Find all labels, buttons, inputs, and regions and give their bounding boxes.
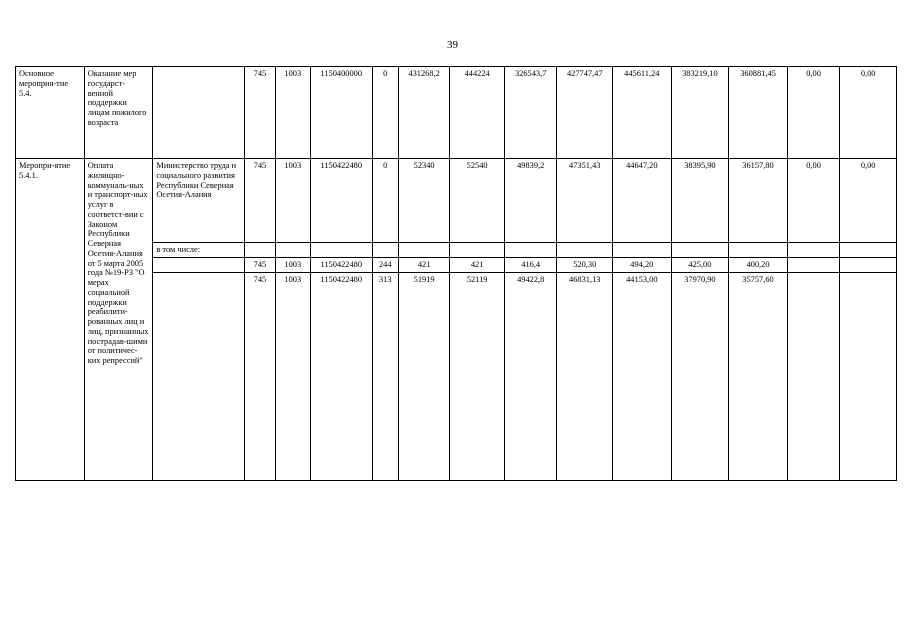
empty-cell: [787, 243, 840, 258]
target-article-code: 1150422480: [310, 272, 372, 480]
target-article-code: 1150422480: [310, 257, 372, 272]
row-label: Основное мероприя-тие 5.4.: [16, 67, 85, 159]
amount-cell: 425,00: [671, 257, 729, 272]
amount-cell: 44647,20: [613, 159, 672, 243]
amount-cell: 36157,80: [729, 159, 788, 243]
empty-cell: [504, 243, 557, 258]
target-article-code: 1150400000: [310, 67, 372, 159]
amount-cell: 38395,90: [671, 159, 729, 243]
amount-cell: 445611,24: [613, 67, 672, 159]
budget-table: [15, 66, 897, 481]
amount-cell: 427747,47: [557, 67, 613, 159]
table-row-main-event: [16, 67, 897, 159]
amount-cell: 47351,43: [557, 159, 613, 243]
row-description: Оплата жилищно-коммуналь-ных и транспорт-ных услуг в соответст-вии с Законом Республики Северная Осетия-Алания от 5 марта 2005 года №19-РЗ "О мерах социальной поддержки реабилити-рованных лиц и лиц, признанных пострадав-шими от политичес-ких репрессий": [84, 159, 153, 481]
amount-cell: 52340: [398, 159, 450, 243]
empty-cell: [153, 257, 245, 272]
amount-cell: 49422,8: [504, 272, 557, 480]
amount-cell: 326543,7: [504, 67, 557, 159]
grbs-code: 745: [245, 159, 275, 243]
empty-cell: [372, 243, 398, 258]
amount-cell: 49839,2: [504, 159, 557, 243]
row-executor: Министерство труда и социального развития Республики Северная Осетия-Алания: [153, 159, 245, 243]
page-number: 39: [447, 39, 458, 51]
amount-cell: 52119: [450, 272, 505, 480]
expense-type-code: 244: [372, 257, 398, 272]
amount-cell: 37970,90: [671, 272, 729, 480]
grbs-code: 745: [245, 257, 275, 272]
empty-cell: [275, 243, 310, 258]
grbs-code: 745: [245, 67, 275, 159]
expense-type-code: 0: [372, 67, 398, 159]
including-label: в том числе:: [153, 243, 245, 258]
row-description: Оказание мер государст-венной поддержки лицам пожилого возраста: [84, 67, 153, 159]
empty-cell: [840, 257, 897, 272]
amount-cell: 52540: [450, 159, 505, 243]
amount-cell: 494,20: [613, 257, 672, 272]
amount-cell: 0,00: [840, 159, 897, 243]
amount-cell: 44153,00: [613, 272, 672, 480]
grbs-code: 745: [245, 272, 275, 480]
amount-cell: 416,4: [504, 257, 557, 272]
target-article-code: 1150422480: [310, 159, 372, 243]
amount-cell: 444224: [450, 67, 505, 159]
row-label: Меропри-ятие 5.4.1.: [16, 159, 85, 481]
expense-type-code: 0: [372, 159, 398, 243]
section-code: 1003: [275, 159, 310, 243]
row-executor: [153, 67, 245, 159]
amount-cell: 0,00: [787, 67, 840, 159]
section-code: 1003: [275, 67, 310, 159]
amount-cell: 431268,2: [398, 67, 450, 159]
amount-cell: 421: [450, 257, 505, 272]
empty-cell: [245, 243, 275, 258]
amount-cell: 0,00: [840, 67, 897, 159]
amount-cell: 46831,13: [557, 272, 613, 480]
empty-cell: [787, 257, 840, 272]
empty-cell: [613, 243, 672, 258]
empty-cell: [450, 243, 505, 258]
empty-cell: [398, 243, 450, 258]
section-code: 1003: [275, 257, 310, 272]
empty-cell: [557, 243, 613, 258]
amount-cell: 0,00: [787, 159, 840, 243]
amount-cell: 383219,10: [671, 67, 729, 159]
amount-cell: 520,30: [557, 257, 613, 272]
section-code: 1003: [275, 272, 310, 480]
amount-cell: 35757,60: [729, 272, 788, 480]
empty-cell: [671, 243, 729, 258]
expense-type-code: 313: [372, 272, 398, 480]
empty-cell: [840, 272, 897, 480]
amount-cell: 360881,45: [729, 67, 788, 159]
amount-cell: 400,20: [729, 257, 788, 272]
empty-cell: [729, 243, 788, 258]
empty-cell: [840, 243, 897, 258]
empty-cell: [787, 272, 840, 480]
amount-cell: 51919: [398, 272, 450, 480]
empty-cell: [153, 272, 245, 480]
empty-cell: [310, 243, 372, 258]
amount-cell: 421: [398, 257, 450, 272]
table-row-event-5-4-1: [16, 159, 897, 243]
